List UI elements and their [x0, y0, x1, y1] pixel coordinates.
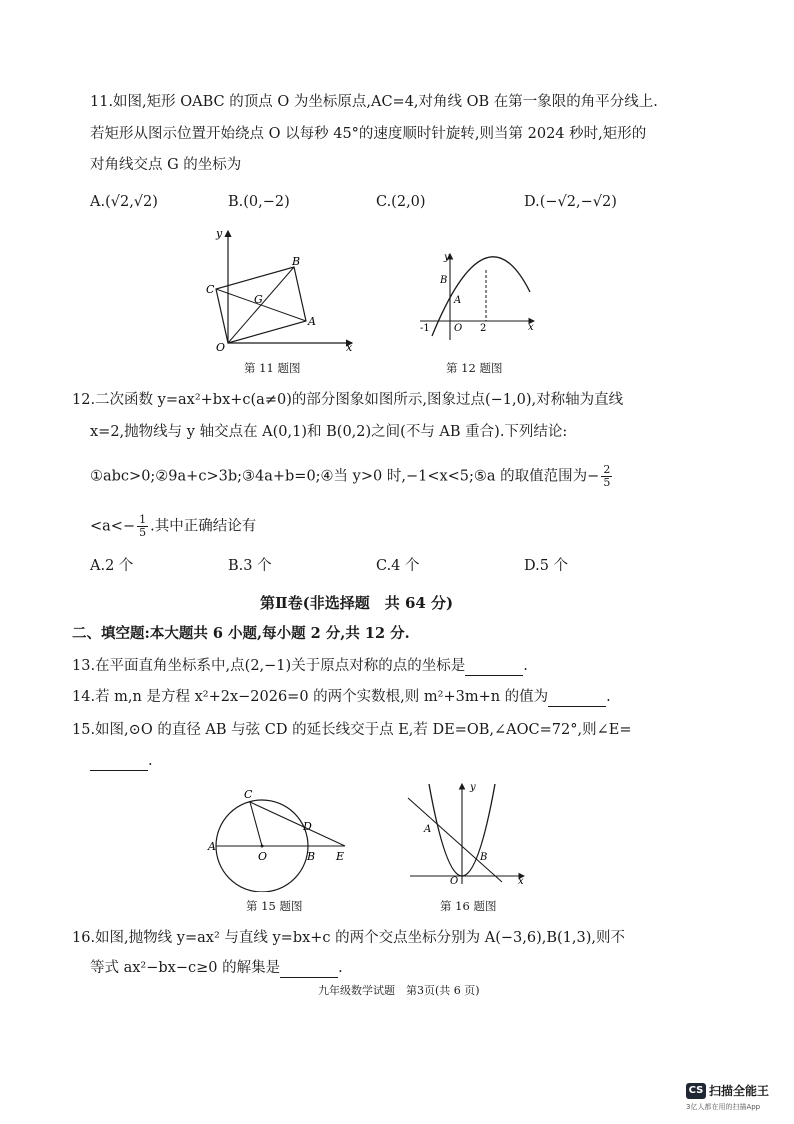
q11-figure-caption: 第 11 题图: [244, 361, 301, 375]
q15-figure: [200, 770, 360, 892]
q12-fraction-1-numerator: 2: [603, 463, 611, 476]
q15-line-2-post: .: [148, 753, 153, 769]
q11-line-2: 若矩形从图示位置开始绕点 O 以每秒 45°的速度顺时针旋转,则当第 2024 秒时,矩形的: [90, 126, 647, 142]
q11-line-1: 11.如图,矩形 OABC 的顶点 O 为坐标原点,AC=4,对角线 OB 在第一象限的角平分线上.: [90, 94, 658, 110]
q13-answer-blank[interactable]: [465, 661, 523, 676]
q15-line-2: [90, 751, 153, 771]
q16-line-2-pre: 等式 ax²−bx−c≥0 的解集是: [90, 960, 281, 976]
q12-line-3-text: ①abc>0;②9a+c>3b;③4a+b=0;④当 y>0 时,−1<x<5;⑤a 的取值范围为−: [90, 468, 600, 485]
q12-line-3: [90, 464, 614, 489]
q12-y-label: y: [444, 252, 450, 263]
q11-figure: [200, 225, 370, 355]
q16-line-2-post: .: [338, 960, 343, 976]
q12-line-4: [90, 514, 256, 539]
q12-option-d: D.5 个: [524, 558, 569, 574]
q13-text-post: .: [523, 658, 528, 674]
section-2-title: 第Ⅱ卷(非选择题 共 64 分): [260, 594, 454, 612]
q11-b-label: B: [292, 255, 301, 268]
q12-fraction-2: [137, 514, 148, 539]
q11-option-b: B.(0,−2): [228, 194, 290, 210]
q16-y-label: y: [470, 782, 476, 793]
q15-a-label: A: [208, 840, 216, 853]
q11-line-3: 对角线交点 G 的坐标为: [90, 157, 242, 173]
q14-answer-blank[interactable]: [548, 692, 606, 707]
q16-a-label: A: [424, 824, 432, 835]
q16-answer-blank[interactable]: [280, 963, 338, 978]
q11-o-label: O: [216, 341, 226, 354]
q11-option-c: C.(2,0): [376, 194, 426, 210]
q12-x-label: x: [528, 322, 534, 333]
q12-figure: [412, 250, 542, 345]
q16-figure: [400, 780, 530, 890]
fill-in-section-title: 二、填空题:本大题共 6 小题,每小题 2 分,共 12 分.: [72, 625, 410, 642]
scanner-watermark: [686, 1080, 769, 1112]
q15-o-label: O: [258, 850, 268, 863]
q16-line-2: [90, 958, 343, 978]
q11-x-label: x: [346, 341, 353, 354]
q12-two-label: 2: [480, 323, 487, 334]
q15-d-label: D: [303, 820, 312, 833]
q16-b-label: B: [480, 852, 488, 863]
q15-line-1: 15.如图,⊙O 的直径 AB 与弦 CD 的延长线交于点 E,若 DE=OB,∠AOC=72°,则∠E=: [72, 722, 632, 738]
q15-center-dot: [261, 845, 264, 848]
q11-option-a: A.(√2,√2): [90, 194, 158, 210]
q16-line: [408, 798, 502, 882]
q11-a-label: A: [308, 315, 316, 328]
q16-o-label: O: [450, 876, 459, 887]
q12-fraction-1: [601, 464, 612, 489]
q12-line-1: 12.二次函数 y=ax²+bx+c(a≠0)的部分图象如图所示,图象过点(−1,0),对称轴为直线: [72, 392, 624, 408]
q16-figure-caption: 第 16 题图: [440, 899, 497, 913]
q12-option-b: B.3 个: [228, 558, 272, 574]
scanner-app-name: 扫描全能王: [709, 1084, 770, 1098]
q12-line-4-post: .其中正确结论有: [150, 518, 257, 535]
q16-line-1: 16.如图,抛物线 y=ax² 与直线 y=bx+c 的两个交点坐标分别为 A(−3,6),B(1,3),则不: [72, 930, 626, 946]
q14-text-pre: 14.若 m,n 是方程 x²+2x−2026=0 的两个实数根,则 m²+3m+n 的值为: [72, 689, 549, 705]
q12-b-label: B: [440, 275, 448, 286]
q12-neg1-label: -1: [420, 323, 430, 334]
q12-line-2: x=2,抛物线与 y 轴交点在 A(0,1)和 B(0,2)之间(不与 AB 重合).下列结论:: [90, 424, 568, 440]
q11-c-label: C: [206, 283, 215, 296]
q12-fraction-2-numerator: 1: [139, 513, 147, 526]
q11-g-label: G: [254, 293, 263, 306]
q11-option-d: D.(−√2,−√2): [524, 194, 617, 210]
q16-x-label: x: [518, 876, 524, 887]
q12-line-4-pre: <a<−: [90, 518, 136, 535]
q14-text: [72, 687, 611, 707]
q12-fraction-1-denominator: 5: [603, 476, 611, 489]
q15-figure-caption: 第 15 题图: [246, 899, 303, 913]
q14-text-post: .: [606, 689, 611, 705]
q12-o-label: O: [454, 323, 463, 334]
q12-figure-caption: 第 12 题图: [446, 361, 503, 375]
q13-text-pre: 13.在平面直角坐标系中,点(2,−1)关于原点对称的点的坐标是: [72, 658, 466, 674]
q11-y-label: y: [216, 227, 223, 240]
scanner-logo-icon: CS: [686, 1083, 706, 1099]
q12-fraction-2-denominator: 5: [139, 526, 147, 539]
q13-text: [72, 656, 528, 676]
q12-option-c: C.4 个: [376, 558, 420, 574]
q15-e-label: E: [336, 850, 345, 863]
q12-a-label: A: [454, 295, 462, 306]
scanner-tagline: 3亿人都在用的扫描App: [686, 1103, 761, 1111]
q15-chord-line: [250, 802, 345, 846]
page-footer: 九年级数学试题 第3页(共 6 页): [318, 984, 480, 997]
q15-answer-blank[interactable]: [90, 756, 148, 771]
q15-c-label: C: [244, 788, 253, 801]
q15-b-label: B: [307, 850, 316, 863]
q15-radius-oc: [250, 802, 262, 846]
q12-option-a: A.2 个: [90, 558, 134, 574]
